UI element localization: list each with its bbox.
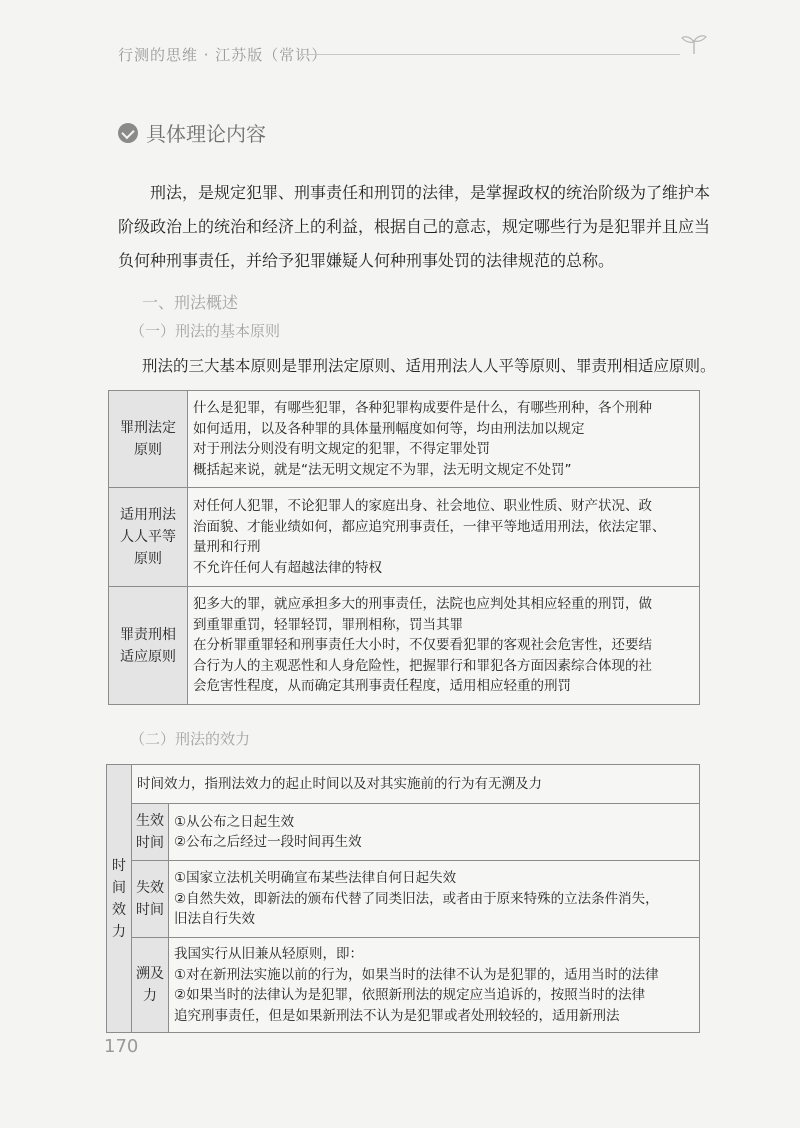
- page-number: 170: [104, 1036, 139, 1057]
- text-line: 量刑和行刑: [193, 539, 261, 555]
- intro-paragraph: 刑法，是规定犯罪、刑事责任和刑罚的法律，是掌握政权的统治阶级为了维护本阶级政治上的统治和经济上的利益，根据自己的意志，规定哪些行为是犯罪并且应当负何种刑事责任，并给予犯罪嫌疑人何种刑事处罚的法律规范的总称。: [118, 183, 711, 270]
- text-line: ②如果当时的法律认为是犯罪，依照新刑法的规定应当追诉的，按照当时的法律: [174, 987, 646, 1003]
- check-circle-icon: [118, 123, 138, 143]
- text-line: 追究刑事责任，但是如果新刑法不认为是犯罪或者处刑较轻的，适用新刑法: [174, 1007, 620, 1024]
- text-line: 如何适用，以及各种罪的具体量刑幅度如何等，均由刑法加以规定: [193, 420, 585, 437]
- text-line: 旧法自行失效: [174, 911, 255, 928]
- principle-label: 罪责刑相适应原则: [109, 587, 188, 705]
- principle-label: 适用刑法人人平等原则: [109, 488, 188, 587]
- table-row: [109, 488, 700, 587]
- heading-effect: （二）刑法的效力: [130, 730, 251, 748]
- principle-description: [188, 391, 700, 488]
- text-line: ②自然失效，即新法的颁布代替了同类旧法，或者由于原来特殊的立法条件消失，: [174, 890, 659, 907]
- effect-row-description: [169, 804, 700, 861]
- principles-lead: 刑法的三大基本原则是罪刑法定原则、适用刑法人人平等原则、罪责刑相适应原则。: [142, 357, 716, 375]
- table-row: [109, 391, 700, 488]
- table-row: [107, 804, 700, 861]
- header-rule: [300, 54, 680, 55]
- text-line: ①国家立法机关明确宣布某些法律自何日起失效: [174, 870, 457, 887]
- principles-table: [108, 390, 700, 705]
- text-line: ①从公布之日起生效: [174, 813, 295, 830]
- principle-description: [188, 587, 700, 705]
- text-line: 对于刑法分则没有明文规定的犯罪，不得定罪处罚: [193, 441, 490, 457]
- table-row: [107, 938, 700, 1033]
- heading-overview: 一、刑法概述: [142, 293, 239, 312]
- effect-definition: 时间效力，指刑法效力的起止时间以及对其实施前的行为有无溯及力: [132, 765, 700, 804]
- table-row: [109, 587, 700, 705]
- section-title: 具体理论内容: [146, 122, 266, 146]
- effect-row-description: [169, 861, 700, 938]
- text-line: 到重罪重罚，轻罪轻罚，罪刑相称，罚当其罪: [193, 616, 463, 633]
- text-line: 什么是犯罪，有哪些犯罪，各种犯罪构成要件是什么，有哪些刑种，各个刑种: [193, 400, 652, 416]
- text-line: 合行为人的主观恶性和人身危险性，把握罪行和罪犯各方面因素综合体现的社: [193, 657, 652, 674]
- heading-principles: （一）刑法的基本原则: [130, 322, 281, 340]
- text-line: 对任何人犯罪，不论犯罪人的家庭出身、社会地位、职业性质、财产状况、政: [193, 498, 652, 514]
- effect-row-description: [169, 938, 700, 1033]
- effect-table: [106, 764, 700, 1033]
- text-line: 犯多大的罪，就应承担多大的刑事责任，法院也应判处其相应轻重的刑罚，做: [193, 596, 652, 613]
- principle-description: [188, 488, 700, 587]
- text-line: 会危害性程度，从而确定其刑事责任程度，适用相应轻重的刑罚: [193, 678, 571, 695]
- text-line: ②公布之后经过一段时间再生效: [174, 834, 362, 850]
- effect-row-label: 生效时间: [132, 804, 169, 861]
- text-line: 我国实行从旧兼从轻原则，即：: [174, 946, 363, 962]
- text-line: 不允许任何人有超越法律的特权: [193, 559, 382, 576]
- running-header: 行测的思维 · 江苏版（常识）: [118, 46, 328, 64]
- sprout-icon: [680, 32, 708, 56]
- text-line: ①对在新刑法实施以前的行为，如果当时的法律不认为是犯罪的，适用当时的法律: [174, 966, 659, 983]
- text-line: 治面貌、才能业绩如何，都应追究刑事责任，一律平等地适用刑法，依法定罪、: [193, 518, 666, 535]
- section-heading: [118, 118, 266, 147]
- table-row: [107, 861, 700, 938]
- table-row: [107, 765, 700, 804]
- effect-row-label: 溯及力: [132, 938, 169, 1033]
- text-line: 概括起来说，就是“法无明文规定不为罪，法无明文规定不处罚”: [193, 461, 572, 478]
- text-line: 在分析罪重罪轻和刑事责任大小时，不仅要看犯罪的客观社会危害性，还要结: [193, 637, 652, 654]
- effect-row-label: 失效时间: [132, 861, 169, 938]
- principle-label: 罪刑法定原则: [109, 391, 188, 488]
- effect-outer-label: 时间效力: [107, 765, 132, 1033]
